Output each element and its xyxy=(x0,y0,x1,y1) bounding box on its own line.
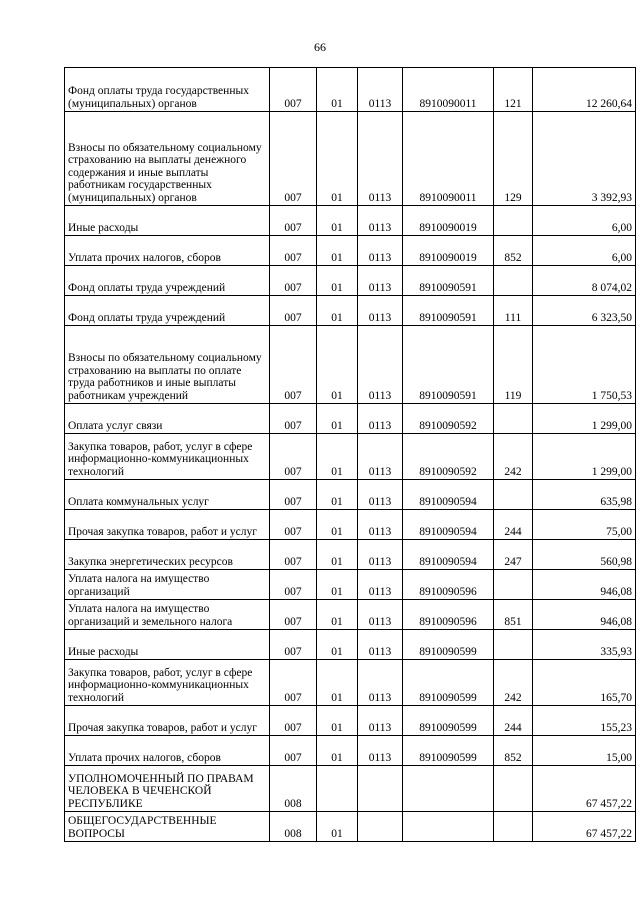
section-code-cell: 01 xyxy=(317,540,358,570)
ministry-code-cell: 007 xyxy=(270,404,317,434)
row-name-cell: ОБЩЕГОСУДАРСТВЕННЫЕ ВОПРОСЫ xyxy=(65,812,270,842)
ministry-code-cell: 007 xyxy=(270,570,317,600)
target-article-cell: 8910090596 xyxy=(403,570,494,600)
table-row xyxy=(65,766,636,812)
table-row xyxy=(65,600,636,630)
amount-cell: 6,00 xyxy=(533,236,636,266)
table-row xyxy=(65,812,636,842)
amount-cell: 3 392,93 xyxy=(533,112,636,206)
budget-table-body xyxy=(65,68,636,842)
expense-type-cell: 851 xyxy=(494,600,533,630)
amount-cell: 6 323,50 xyxy=(533,296,636,326)
budget-table xyxy=(64,67,636,842)
table-row xyxy=(65,404,636,434)
subsection-code-cell xyxy=(358,812,403,842)
amount-cell: 6,00 xyxy=(533,206,636,236)
expense-type-cell xyxy=(494,766,533,812)
section-code-cell: 01 xyxy=(317,600,358,630)
row-name-cell: Иные расходы xyxy=(65,630,270,660)
expense-type-cell: 244 xyxy=(494,510,533,540)
row-name-cell: Взносы по обязательному социальному страхованию на выплаты по оплате труда работников и иные выплаты работникам учреждений xyxy=(65,326,270,404)
section-code-cell: 01 xyxy=(317,570,358,600)
amount-cell: 635,98 xyxy=(533,480,636,510)
section-code-cell: 01 xyxy=(317,630,358,660)
expense-type-cell: 852 xyxy=(494,736,533,766)
expense-type-cell: 129 xyxy=(494,112,533,206)
table-row xyxy=(65,660,636,706)
expense-type-cell: 242 xyxy=(494,434,533,480)
expense-type-cell: 119 xyxy=(494,326,533,404)
target-article-cell: 8910090592 xyxy=(403,404,494,434)
row-name-cell: Взносы по обязательному социальному страхованию на выплаты денежного содержания и иные выплаты работникам государственных (муниципальных) органов xyxy=(65,112,270,206)
section-code-cell: 01 xyxy=(317,266,358,296)
target-article-cell xyxy=(403,766,494,812)
subsection-code-cell: 0113 xyxy=(358,434,403,480)
amount-cell: 75,00 xyxy=(533,510,636,540)
subsection-code-cell: 0113 xyxy=(358,68,403,112)
target-article-cell: 8910090594 xyxy=(403,510,494,540)
subsection-code-cell: 0113 xyxy=(358,706,403,736)
section-code-cell: 01 xyxy=(317,480,358,510)
row-name-cell: Закупка энергетических ресурсов xyxy=(65,540,270,570)
table-row xyxy=(65,326,636,404)
table-row xyxy=(65,206,636,236)
ministry-code-cell: 007 xyxy=(270,434,317,480)
table-row xyxy=(65,112,636,206)
expense-type-cell: 242 xyxy=(494,660,533,706)
row-name-cell: Уплата прочих налогов, сборов xyxy=(65,736,270,766)
expense-type-cell xyxy=(494,480,533,510)
ministry-code-cell: 007 xyxy=(270,206,317,236)
section-code-cell: 01 xyxy=(317,736,358,766)
ministry-code-cell: 007 xyxy=(270,706,317,736)
amount-cell: 1 750,53 xyxy=(533,326,636,404)
target-article-cell: 8910090019 xyxy=(403,236,494,266)
ministry-code-cell: 007 xyxy=(270,296,317,326)
target-article-cell: 8910090019 xyxy=(403,206,494,236)
table-row xyxy=(65,736,636,766)
table-row xyxy=(65,236,636,266)
section-code-cell: 01 xyxy=(317,326,358,404)
expense-type-cell: 852 xyxy=(494,236,533,266)
section-code-cell: 01 xyxy=(317,296,358,326)
target-article-cell: 8910090599 xyxy=(403,660,494,706)
section-code-cell: 01 xyxy=(317,236,358,266)
table-row xyxy=(65,706,636,736)
subsection-code-cell: 0113 xyxy=(358,600,403,630)
ministry-code-cell: 007 xyxy=(270,266,317,296)
target-article-cell: 8910090594 xyxy=(403,540,494,570)
subsection-code-cell: 0113 xyxy=(358,510,403,540)
section-code-cell: 01 xyxy=(317,706,358,736)
expense-type-cell: 121 xyxy=(494,68,533,112)
table-row xyxy=(65,570,636,600)
page-number: 66 xyxy=(314,40,326,54)
row-name-cell: Уплата налога на имущество организаций и земельного налога xyxy=(65,600,270,630)
table-row xyxy=(65,630,636,660)
section-code-cell: 01 xyxy=(317,812,358,842)
table-row xyxy=(65,68,636,112)
subsection-code-cell: 0113 xyxy=(358,326,403,404)
row-name-cell: УПОЛНОМОЧЕННЫЙ ПО ПРАВАМ ЧЕЛОВЕКА В ЧЕЧЕНСКОЙ РЕСПУБЛИКЕ xyxy=(65,766,270,812)
subsection-code-cell: 0113 xyxy=(358,736,403,766)
table-row xyxy=(65,510,636,540)
target-article-cell: 8910090591 xyxy=(403,326,494,404)
target-article-cell: 8910090599 xyxy=(403,630,494,660)
target-article-cell: 8910090599 xyxy=(403,736,494,766)
section-code-cell: 01 xyxy=(317,112,358,206)
row-name-cell: Уплата налога на имущество организаций xyxy=(65,570,270,600)
target-article-cell: 8910090011 xyxy=(403,68,494,112)
subsection-code-cell: 0113 xyxy=(358,266,403,296)
row-name-cell: Уплата прочих налогов, сборов xyxy=(65,236,270,266)
row-name-cell: Закупка товаров, работ, услуг в сфере информационно-коммуникационных технологий xyxy=(65,660,270,706)
table-row xyxy=(65,266,636,296)
amount-cell: 946,08 xyxy=(533,600,636,630)
ministry-code-cell: 007 xyxy=(270,600,317,630)
subsection-code-cell: 0113 xyxy=(358,404,403,434)
target-article-cell: 8910090591 xyxy=(403,296,494,326)
expense-type-cell xyxy=(494,206,533,236)
ministry-code-cell: 008 xyxy=(270,812,317,842)
table-row xyxy=(65,296,636,326)
amount-cell: 155,23 xyxy=(533,706,636,736)
ministry-code-cell: 007 xyxy=(270,510,317,540)
table-row xyxy=(65,540,636,570)
expense-type-cell: 111 xyxy=(494,296,533,326)
row-name-cell: Фонд оплаты труда учреждений xyxy=(65,266,270,296)
target-article-cell xyxy=(403,812,494,842)
row-name-cell: Оплата коммунальных услуг xyxy=(65,480,270,510)
amount-cell: 67 457,22 xyxy=(533,812,636,842)
row-name-cell: Фонд оплаты труда учреждений xyxy=(65,296,270,326)
subsection-code-cell: 0113 xyxy=(358,540,403,570)
expense-type-cell xyxy=(494,812,533,842)
row-name-cell: Фонд оплаты труда государственных (муниципальных) органов xyxy=(65,68,270,112)
amount-cell: 67 457,22 xyxy=(533,766,636,812)
section-code-cell xyxy=(317,766,358,812)
ministry-code-cell: 008 xyxy=(270,766,317,812)
section-code-cell: 01 xyxy=(317,660,358,706)
amount-cell: 15,00 xyxy=(533,736,636,766)
target-article-cell: 8910090594 xyxy=(403,480,494,510)
subsection-code-cell: 0113 xyxy=(358,112,403,206)
subsection-code-cell: 0113 xyxy=(358,480,403,510)
ministry-code-cell: 007 xyxy=(270,326,317,404)
amount-cell: 165,70 xyxy=(533,660,636,706)
subsection-code-cell: 0113 xyxy=(358,570,403,600)
row-name-cell: Оплата услуг связи xyxy=(65,404,270,434)
target-article-cell: 8910090599 xyxy=(403,706,494,736)
target-article-cell: 8910090596 xyxy=(403,600,494,630)
amount-cell: 1 299,00 xyxy=(533,404,636,434)
subsection-code-cell: 0113 xyxy=(358,630,403,660)
target-article-cell: 8910090011 xyxy=(403,112,494,206)
amount-cell: 8 074,02 xyxy=(533,266,636,296)
section-code-cell: 01 xyxy=(317,434,358,480)
expense-type-cell: 244 xyxy=(494,706,533,736)
expense-type-cell xyxy=(494,266,533,296)
target-article-cell: 8910090591 xyxy=(403,266,494,296)
subsection-code-cell: 0113 xyxy=(358,660,403,706)
ministry-code-cell: 007 xyxy=(270,540,317,570)
subsection-code-cell: 0113 xyxy=(358,206,403,236)
section-code-cell: 01 xyxy=(317,510,358,540)
ministry-code-cell: 007 xyxy=(270,480,317,510)
ministry-code-cell: 007 xyxy=(270,112,317,206)
row-name-cell: Прочая закупка товаров, работ и услуг xyxy=(65,510,270,540)
table-row xyxy=(65,480,636,510)
ministry-code-cell: 007 xyxy=(270,736,317,766)
subsection-code-cell xyxy=(358,766,403,812)
ministry-code-cell: 007 xyxy=(270,236,317,266)
ministry-code-cell: 007 xyxy=(270,68,317,112)
ministry-code-cell: 007 xyxy=(270,660,317,706)
row-name-cell: Иные расходы xyxy=(65,206,270,236)
target-article-cell: 8910090592 xyxy=(403,434,494,480)
amount-cell: 946,08 xyxy=(533,570,636,600)
expense-type-cell xyxy=(494,630,533,660)
amount-cell: 1 299,00 xyxy=(533,434,636,480)
expense-type-cell xyxy=(494,404,533,434)
row-name-cell: Закупка товаров, работ, услуг в сфере информационно-коммуникационных технологий xyxy=(65,434,270,480)
section-code-cell: 01 xyxy=(317,404,358,434)
row-name-cell: Прочая закупка товаров, работ и услуг xyxy=(65,706,270,736)
expense-type-cell xyxy=(494,570,533,600)
amount-cell: 335,93 xyxy=(533,630,636,660)
ministry-code-cell: 007 xyxy=(270,630,317,660)
section-code-cell: 01 xyxy=(317,206,358,236)
amount-cell: 12 260,64 xyxy=(533,68,636,112)
subsection-code-cell: 0113 xyxy=(358,236,403,266)
table-row xyxy=(65,434,636,480)
section-code-cell: 01 xyxy=(317,68,358,112)
amount-cell: 560,98 xyxy=(533,540,636,570)
expense-type-cell: 247 xyxy=(494,540,533,570)
subsection-code-cell: 0113 xyxy=(358,296,403,326)
